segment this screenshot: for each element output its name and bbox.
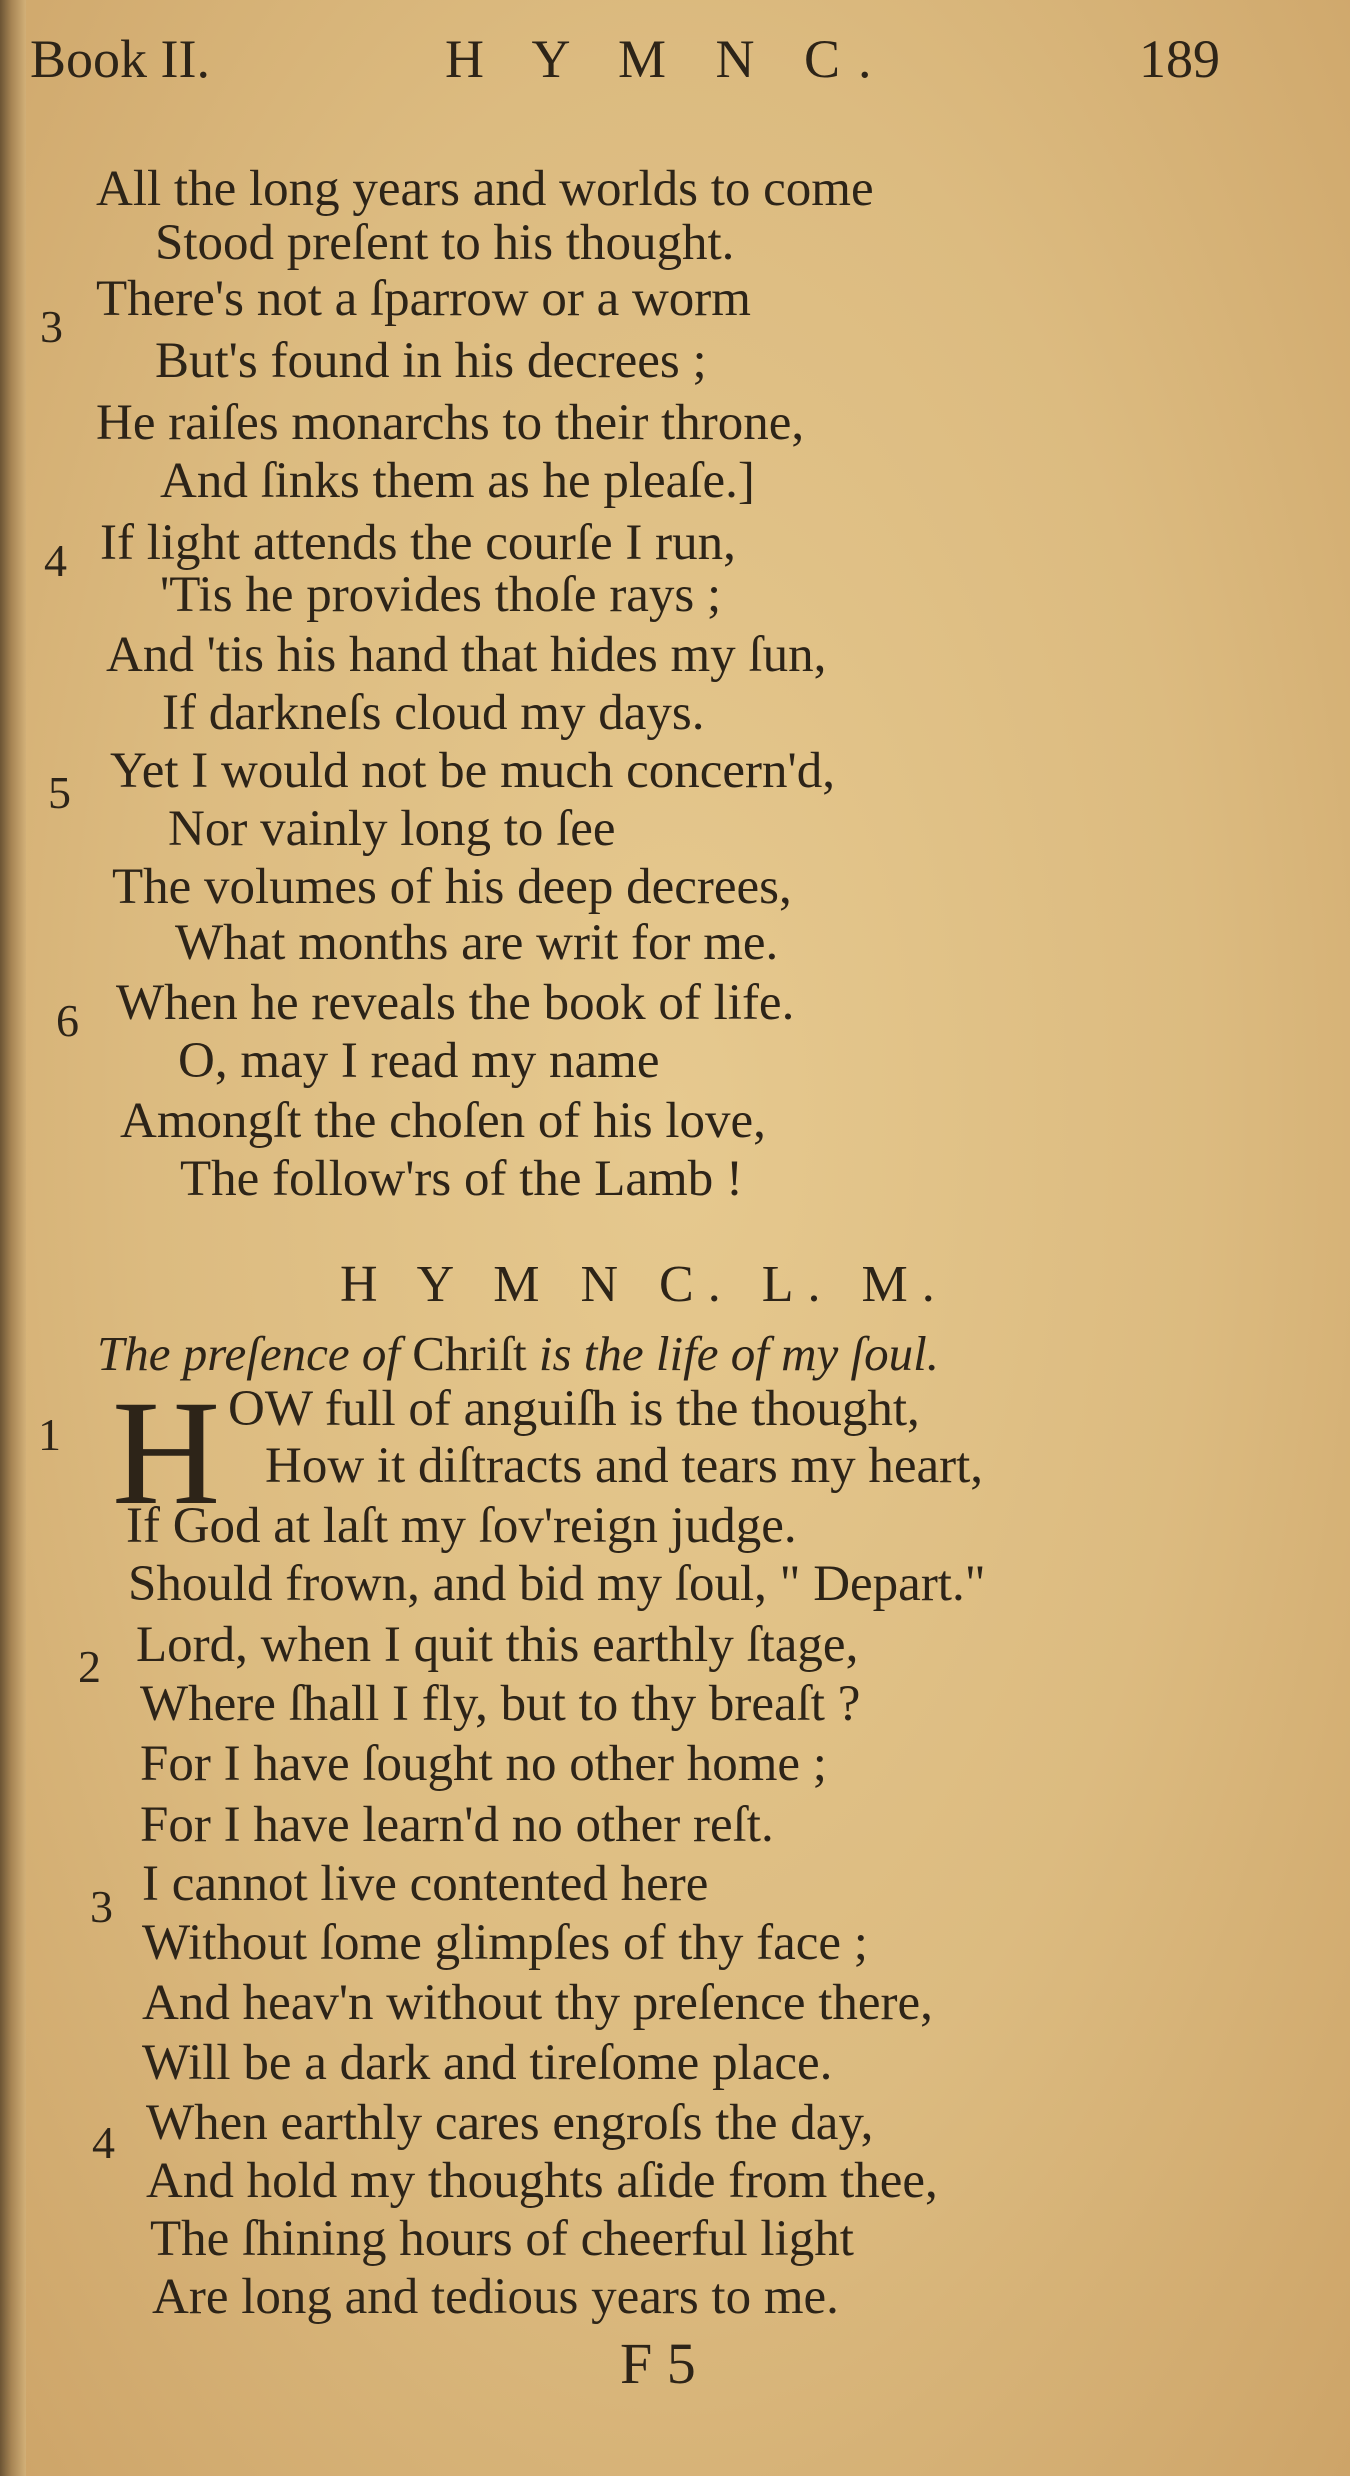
verse-line: The follow'rs of the Lamb ! [180, 1151, 743, 1207]
verse-number: 5 [48, 767, 71, 818]
verse-line: Without ſome glimpſes of thy face ; [142, 1915, 868, 1971]
verse-line: He raiſes monarchs to their throne, [96, 395, 805, 451]
verse-line: OW full of anguiſh is the thought, [228, 1381, 920, 1437]
verse-line: Stood preſent to his thought. [155, 215, 735, 271]
verse-line: The ſhining hours of cheerful light [150, 2211, 854, 2267]
signature-mark: F 5 [620, 2331, 696, 2396]
page-gutter [0, 0, 26, 2476]
hymn-subtitle [97, 1325, 939, 1382]
drop-cap: H [112, 1370, 221, 1536]
verse-line: And heav'n without thy preſence there, [142, 1975, 933, 2031]
verse-number: 4 [44, 535, 67, 586]
verse-line: 'Tis he provides thoſe rays ; [160, 567, 722, 623]
verse-number: 1 [38, 1409, 61, 1460]
verse-line: Amongſt the choſen of his love, [120, 1093, 766, 1149]
verse-number: 4 [92, 2117, 115, 2168]
verse-line: What months are writ for me. [175, 915, 779, 971]
verse-line: There's not a ſparrow or a worm [96, 271, 751, 327]
subtitle-part: Chriſt [412, 1326, 527, 1381]
subtitle-part: The preſence of [97, 1326, 400, 1381]
subtitle-part: is the life of my ſoul. [538, 1326, 939, 1381]
verse-number: 2 [78, 1641, 101, 1692]
verse-line: All the long years and worlds to come [96, 161, 874, 217]
verse-line: And ſinks them as he pleaſe.] [160, 453, 755, 509]
verse-line: Where ſhall I fly, but to thy breaſt ? [140, 1676, 861, 1732]
verse-line: When he reveals the book of life. [116, 975, 795, 1031]
verse-line: If God at laſt my ſov'reign judge. [126, 1498, 797, 1554]
verse-line: I cannot live contented here [142, 1856, 709, 1912]
verse-line: But's found in his decrees ; [155, 333, 707, 389]
verse-line: For I have ſought no other home ; [140, 1736, 827, 1792]
verse-line: Nor vainly long to ſee [168, 801, 616, 857]
book-label: Book II. [30, 29, 210, 89]
verse-line: Yet I would not be much concern'd, [110, 743, 835, 799]
page-number: 189 [1139, 29, 1220, 89]
verse-line: And hold my thoughts aſide from thee, [146, 2153, 938, 2209]
verse-number: 3 [90, 1881, 113, 1932]
verse-line: The volumes of his deep decrees, [112, 859, 792, 915]
verse-line: For I have learn'd no other reſt. [140, 1797, 774, 1853]
verse-line: Will be a dark and tireſome place. [142, 2035, 833, 2091]
verse-line: Are long and tedious years to me. [152, 2269, 839, 2325]
header-title: H Y M N C. [445, 29, 890, 89]
verse-line: How it diſtracts and tears my heart, [265, 1438, 984, 1494]
verse-number: 6 [56, 995, 79, 1046]
verse-line: When earthly cares engroſs the day, [146, 2095, 874, 2151]
verse-line: Lord, when I quit this earthly ſtage, [136, 1617, 859, 1673]
verse-number: 3 [40, 301, 63, 352]
verse-line: If darkneſs cloud my days. [162, 685, 705, 741]
verse-line: And 'tis his hand that hides my ſun, [106, 627, 827, 683]
verse-line: O, may I read my name [178, 1033, 660, 1089]
running-header [30, 28, 1220, 108]
hymn-title: H Y M N C. L. M. [340, 1256, 949, 1313]
verse-line: Should frown, and bid my ſoul, " Depart." [128, 1556, 986, 1612]
verse-line: If light attends the courſe I run, [100, 515, 736, 571]
